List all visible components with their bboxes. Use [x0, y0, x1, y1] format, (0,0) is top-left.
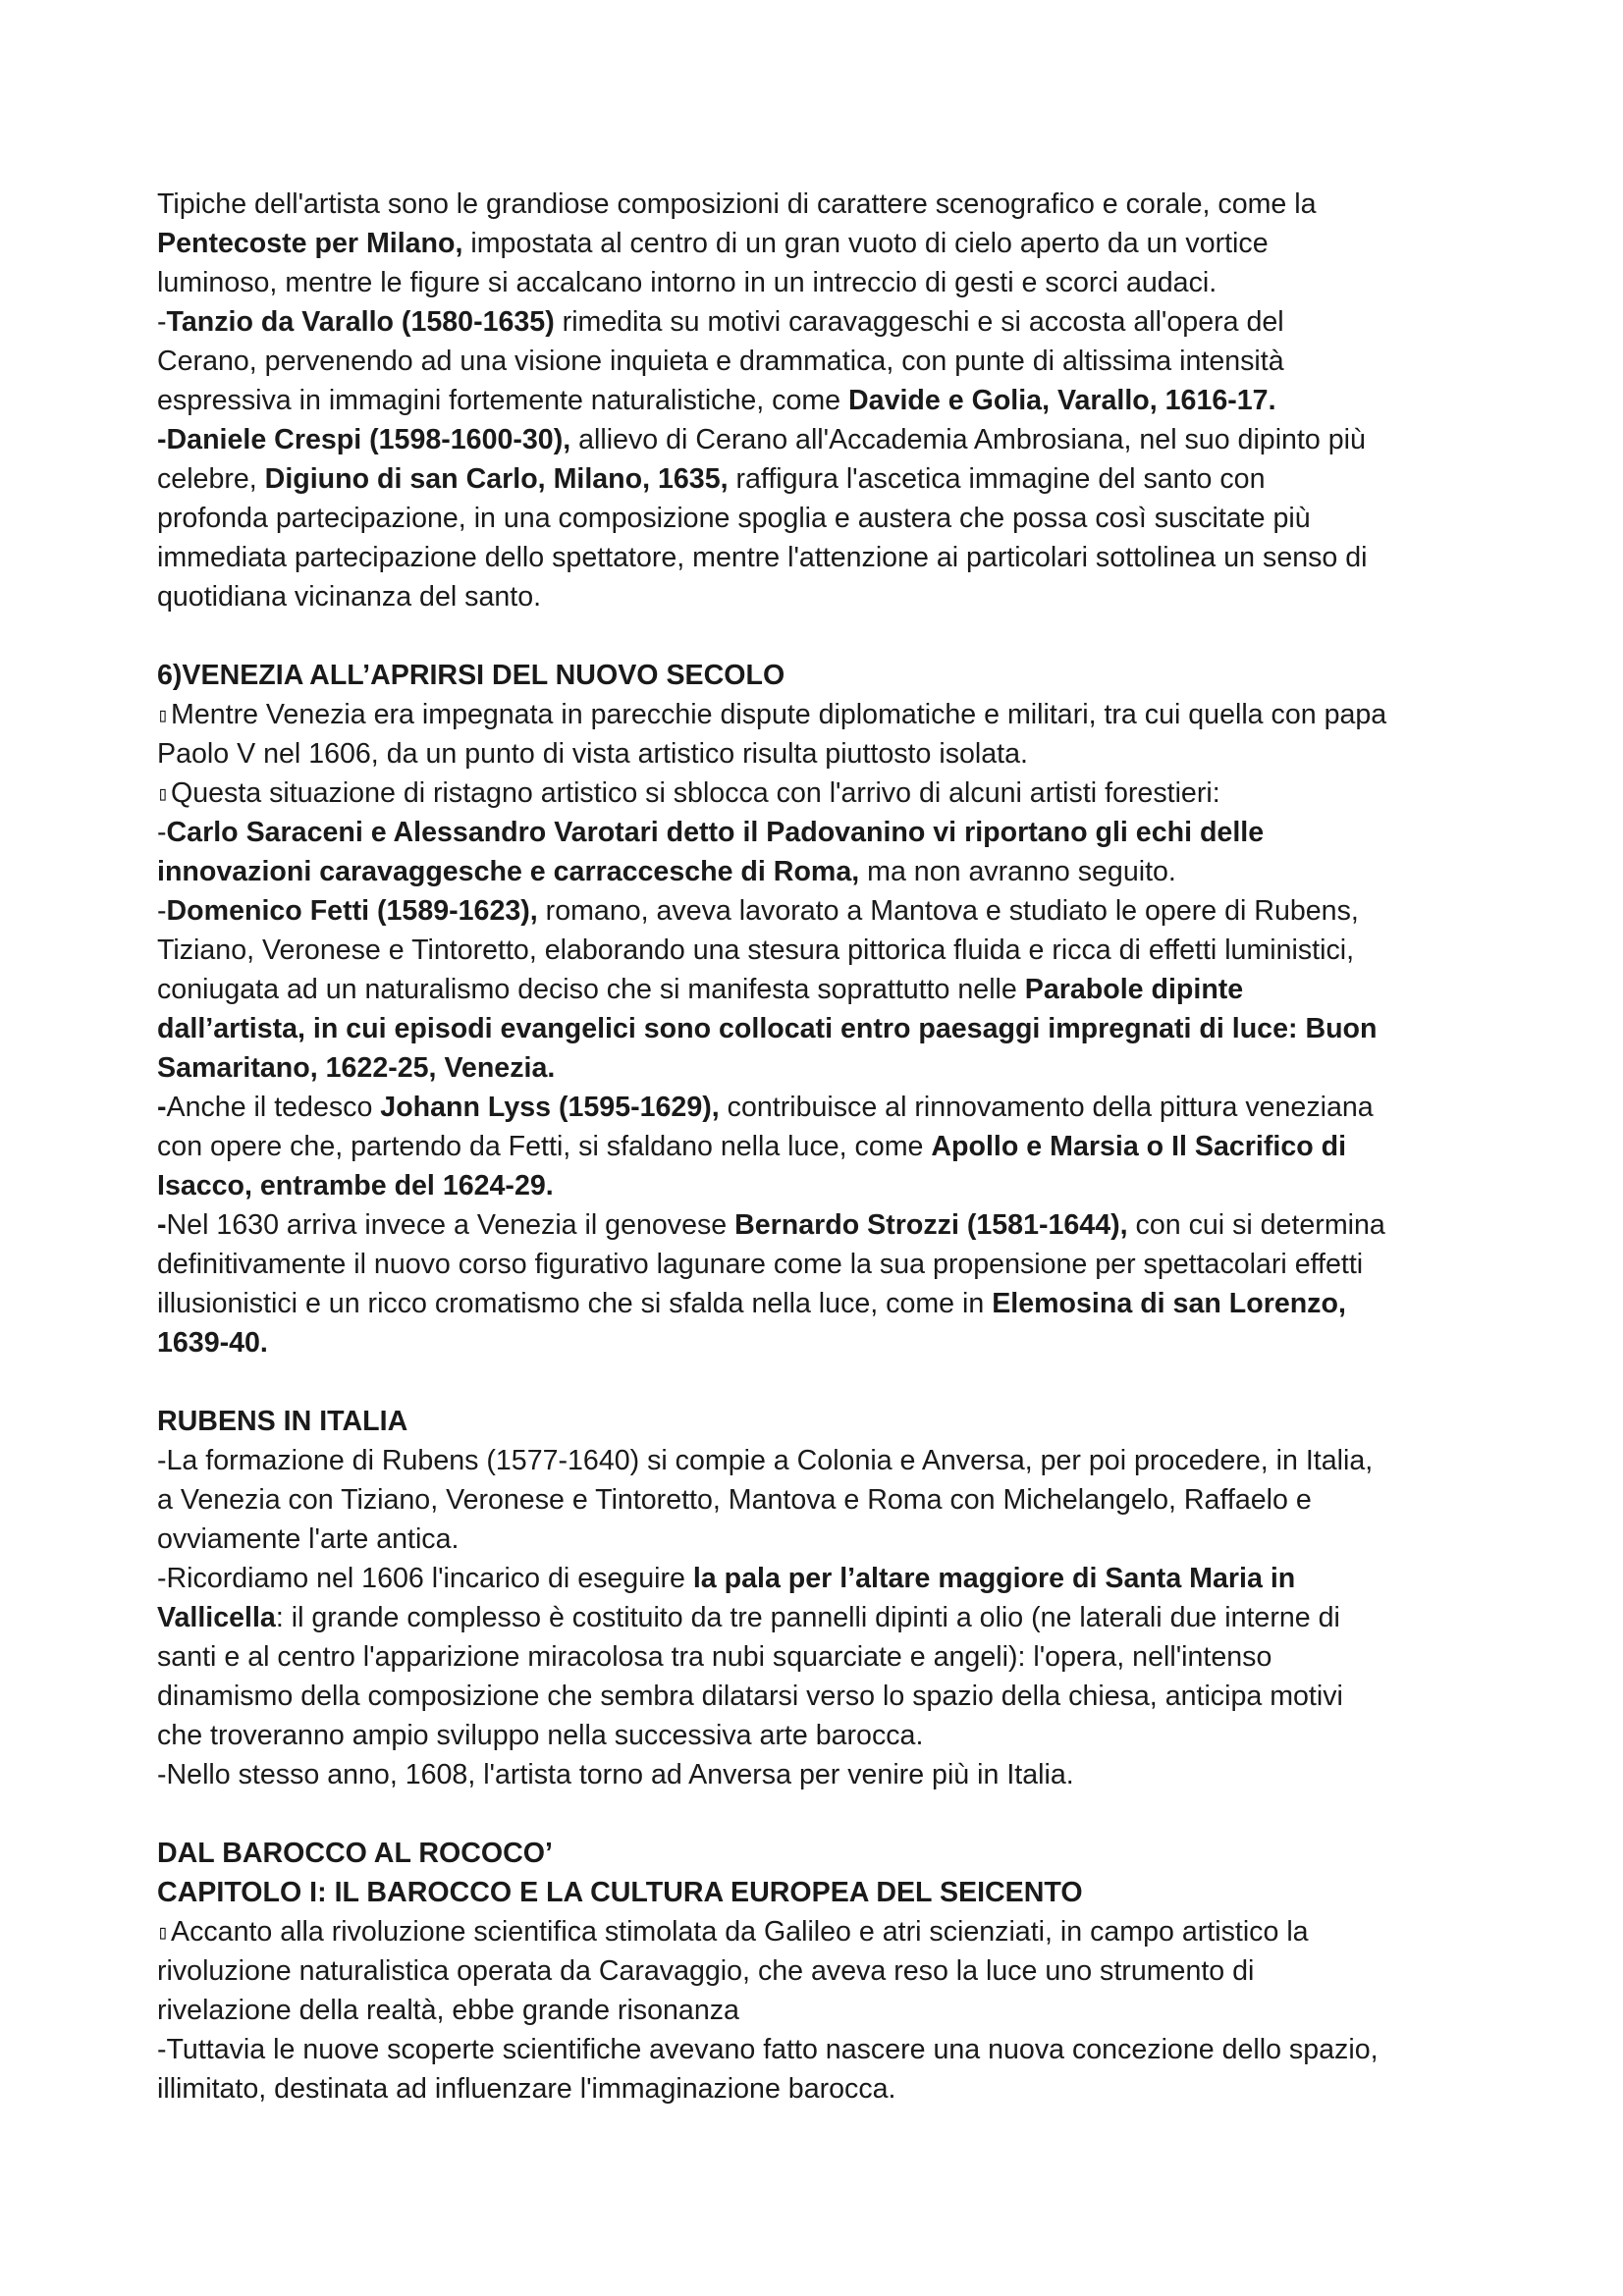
bold-text-run: Parabole dipinte dall’artista, in cui episodi evangelici sono collocati entro paesaggi impregnati di luce: Buon Samaritano, 1622-25, Venezia. -	[157, 974, 1378, 1123]
text-run: raffigura l'ascetica immagine del santo con profonda partecipazione, in una composizione spoglia e austera che possa così suscitate più immediata partecipazione dello spettatore, mentre l'attenzione ai particolari sottolinea un senso di quotidiana vicinanza del santo.	[157, 463, 1368, 613]
section-barocco-capitolo-1	[157, 1834, 1492, 2109]
text-run: impostata al centro di un gran vuoto di cielo aperto da un vortice luminoso, mentre le figure si accalcano intorno in un intreccio di gesti e scorci audaci. -	[157, 228, 1269, 338]
text-run: Accanto alla rivoluzione scientifica stimolata da Galileo e atri scienziati, in campo artistico la rivoluzione naturalistica operata da Caravaggio, che aveva reso la luce uno strumento di rivelazione della realtà, ebbe grande risonanza -Tuttavia le nuove scoperte scientifiche avevano fatto nascere una nuova concezione dello spazio, illimitato, destinata ad influenzare l'immaginazione barocca.	[157, 1916, 1379, 2105]
bold-text-run: Apollo e Marsia o Il Sacrifico di Isacco, entrambe del 1624-29. -	[157, 1131, 1347, 1241]
bold-text-run: Pentecoste per Milano,	[157, 228, 463, 259]
text-run: Anche il tedesco	[166, 1092, 381, 1123]
bold-text-run: Elemosina di san Lorenzo, 1639-40.	[157, 1288, 1346, 1359]
text-run: rimedita su motivi caravaggeschi e si accosta all'opera del Cerano, pervenendo ad una visione inquieta e drammatica, con punte di altissima intensità espressiva in immagini fortemente naturalistiche, come	[157, 306, 1284, 416]
paragraph-milan-painters	[157, 185, 1492, 616]
text-run: Mentre Venezia era impegnata in parecchie dispute diplomatiche e militari, tra cui quella con papa Paolo V nel 1606, da un punto di vista artistico risulta piuttosto isolata.	[157, 699, 1387, 770]
text-run: allievo di Cerano all'Accademia Ambrosiana, nel suo dipinto più celebre,	[157, 424, 1366, 495]
text-run: Nel 1630 arriva invece a Venezia il genovese	[166, 1209, 735, 1241]
bold-text-run: Domenico Fetti (1589-1623),	[166, 895, 538, 927]
bold-text-run: Bernardo Strozzi (1581-1644),	[734, 1209, 1128, 1241]
bold-text-run: Tanzio da Varallo (1580-1635)	[166, 306, 555, 338]
bold-text-run: Carlo Saraceni e Alessandro Varotari detto il Padovanino vi riportano gli echi delle innovazioni caravaggesche e carraccesche di Roma,	[157, 817, 1265, 887]
bold-text-run: Davide e Golia, Varallo, 1616-17. -Daniele Crespi (1598-1600-30),	[157, 385, 1276, 455]
text-run: -La formazione di Rubens (1577-1640) si compie a Colonia e Anversa, per poi procedere, in Italia, a Venezia con Tiziano, Veronese e Tintoretto, Mantova e Roma con Michelangelo, Raffaelo e ovviamente l'arte antica. -Ricordiamo nel 1606 l'incarico di eseguire	[157, 1445, 1374, 1594]
text-run: Tipiche dell'artista sono le grandiose composizioni di carattere scenografico e corale, come la	[157, 188, 1317, 220]
text-run: con cui si determina definitivamente il nuovo corso figurativo lagunare come la sua propensione per spettacolari effetti illusionistici e un ricco cromatismo che si sfalda nella luce, come in	[157, 1209, 1385, 1319]
document-page	[157, 185, 1492, 2109]
bold-text-run: RUBENS IN ITALIA	[157, 1406, 408, 1437]
text-run: ma non avranno seguito. -	[157, 856, 1176, 927]
spacer	[157, 1794, 1492, 1834]
text-run: romano, aveva lavorato a Mantova e studiato le opere di Rubens, Tiziano, Veronese e Tintoretto, elaborando una stesura pittorica fluida e ricca di effetti luministici, coniugata ad un naturalismo deciso che si manifesta soprattutto nelle	[157, 895, 1359, 1005]
bold-text-run: DAL BAROCCO AL ROCOCO’ CAPITOLO I: IL BAROCCO E LA CULTURA EUROPEA DEL SEICENTO	[157, 1838, 1083, 1908]
bullet-placeholder-icon: ▯	[157, 703, 170, 726]
spacer	[157, 1362, 1492, 1402]
section-venezia	[157, 656, 1492, 1362]
text-run: contribuisce al rinnovamento della pittura veneziana con opere che, partendo da Fetti, si sfaldano nella luce, come	[157, 1092, 1374, 1162]
bold-text-run: Digiuno di san Carlo, Milano, 1635,	[264, 463, 729, 495]
bold-text-run: Johann Lyss (1595-1629),	[380, 1092, 720, 1123]
text-run: : il grande complesso è costituito da tre pannelli dipinti a olio (ne laterali due interne di santi e al centro l'apparizione miracolosa tra nubi squarciate e angeli): l'opera, nell'intenso dinamismo della composizione che sembra dilatarsi verso lo spazio della chiesa, anticipa motivi che troveranno ampio sviluppo nella successiva arte barocca. -Nello stesso anno, 1608, l'artista torno ad Anversa per venire più in Italia.	[157, 1602, 1343, 1790]
bold-text-run: la pala per l’altare maggiore di Santa Maria in Vallicella	[157, 1563, 1296, 1633]
bullet-placeholder-icon: ▯	[157, 1920, 170, 1944]
bold-text-run: 6)VENEZIA ALL’APRIRSI DEL NUOVO SECOLO	[157, 660, 785, 691]
bullet-placeholder-icon: ▯	[157, 781, 170, 805]
spacer	[157, 616, 1492, 656]
text-run: Questa situazione di ristagno artistico si sblocca con l'arrivo di alcuni artisti forestieri: -	[157, 777, 1220, 848]
section-rubens-in-italia	[157, 1402, 1492, 1794]
